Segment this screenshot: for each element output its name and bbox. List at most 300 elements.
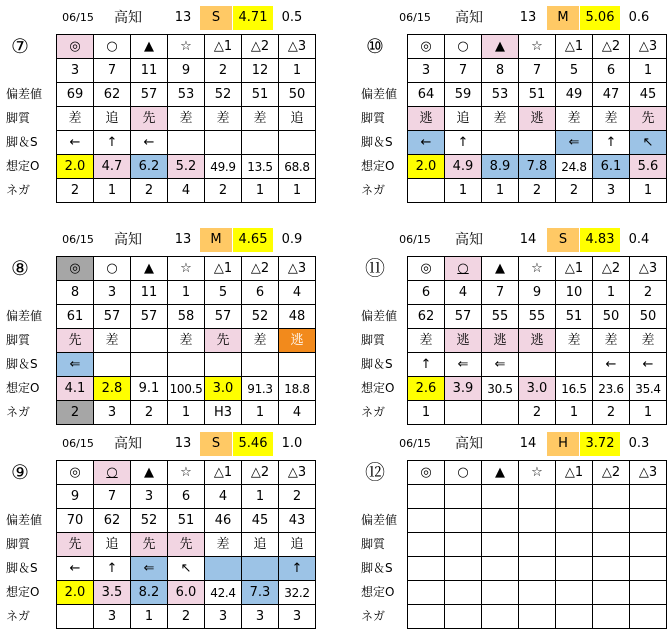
odds-cell: 32.2 — [279, 581, 316, 605]
race-date: 06/15 — [62, 437, 94, 450]
horse-cell: 4 — [445, 281, 482, 305]
race-count: 13 — [174, 232, 192, 247]
mark-cell: ◎ — [408, 257, 445, 281]
race-venue: 高知 — [455, 436, 483, 452]
mark-cell: ○ — [445, 461, 482, 485]
nega-row — [408, 605, 667, 629]
dev-cell: 55 — [482, 305, 519, 329]
nega-cell: 2 — [168, 605, 205, 629]
style-cell: 先 — [131, 533, 168, 557]
dev-cell — [445, 509, 482, 533]
style-cell: 差 — [168, 107, 205, 131]
row-label-style: 脚質 — [6, 111, 31, 125]
row-label-odds: 想定O — [361, 381, 395, 395]
style-cell: 先 — [205, 329, 242, 353]
style-cell: 追 — [94, 533, 131, 557]
ls-cell: ↑ — [279, 557, 316, 581]
dev-cell — [556, 509, 593, 533]
race-odds: 4.71 — [233, 6, 273, 30]
mark-cell: ○ — [445, 35, 482, 59]
race-table — [56, 34, 316, 203]
dev-cell — [519, 509, 556, 533]
race-venue: 高知 — [455, 10, 483, 26]
marks-row — [408, 35, 667, 59]
style-cell: 差 — [593, 107, 630, 131]
nega-cell: 1 — [630, 401, 667, 425]
race-grade: H — [547, 432, 579, 456]
style-cell: 差 — [556, 107, 593, 131]
race-grade: S — [200, 6, 232, 30]
dev-cell: 57 — [94, 305, 131, 329]
nega-cell: 2 — [519, 179, 556, 203]
race-block-7 — [0, 6, 320, 206]
ls-cell: ↑ — [94, 557, 131, 581]
style-cell: 逃 — [519, 107, 556, 131]
race-number: ⑪ — [365, 256, 385, 280]
dev-cell: 69 — [57, 83, 94, 107]
ls-cell: ← — [408, 131, 445, 155]
mark-cell: ○ — [94, 257, 131, 281]
ls-cell: ↑ — [94, 131, 131, 155]
mark-cell: ◎ — [408, 461, 445, 485]
race-table — [56, 256, 316, 425]
ls-cell — [556, 353, 593, 377]
dev-cell: 57 — [131, 83, 168, 107]
race-extra: 0.9 — [281, 232, 303, 247]
ls-cell: ↖ — [168, 557, 205, 581]
dev-cell: 64 — [408, 83, 445, 107]
odds-cell: 3.0 — [205, 377, 242, 401]
style-cell: 差 — [630, 329, 667, 353]
style-cell: 逃 — [279, 329, 316, 353]
odds-row — [408, 155, 667, 179]
mark-cell: △1 — [556, 257, 593, 281]
dev-cell: 52 — [131, 509, 168, 533]
row-label-odds: 想定O — [361, 585, 395, 599]
nega-row — [57, 401, 316, 425]
horse-cell: 9 — [168, 59, 205, 83]
dev-cell: 61 — [57, 305, 94, 329]
race-number: ⑨ — [11, 460, 29, 484]
odds-cell: 3.0 — [519, 377, 556, 401]
race-block-9 — [0, 432, 320, 632]
nega-cell: 2 — [205, 179, 242, 203]
style-cell — [482, 533, 519, 557]
row-labels — [6, 82, 62, 202]
race-extra: 0.3 — [628, 436, 650, 451]
odds-cell: 5.2 — [168, 155, 205, 179]
row-label-nega: ネガ — [6, 405, 31, 419]
dev-cell: 58 — [168, 305, 205, 329]
horse-cell: 7 — [94, 485, 131, 509]
race-grade: M — [200, 228, 232, 252]
style-cell: 逃 — [445, 329, 482, 353]
dev-cell: 50 — [630, 305, 667, 329]
odds-row — [408, 377, 667, 401]
row-label-dev: 偏差値 — [361, 513, 398, 527]
row-label-odds: 想定O — [6, 381, 40, 395]
dev-cell: 57 — [205, 305, 242, 329]
horse-cell: 8 — [482, 59, 519, 83]
nega-cell: 2 — [519, 401, 556, 425]
dev-cell: 47 — [593, 83, 630, 107]
race-extra: 1.0 — [281, 436, 303, 451]
row-label-ls: 脚＆S — [6, 135, 38, 149]
ls-cell — [205, 557, 242, 581]
ls-cell: ⇐ — [131, 557, 168, 581]
race-count: 14 — [519, 436, 537, 451]
ls-cell: ← — [630, 353, 667, 377]
horses-row — [408, 281, 667, 305]
horse-cell: 11 — [131, 59, 168, 83]
odds-cell: 30.5 — [482, 377, 519, 401]
row-label-dev: 偏差値 — [6, 309, 43, 323]
style-cell: 差 — [242, 107, 279, 131]
ls-cell: ⇐ — [482, 353, 519, 377]
mark-cell: ▲ — [482, 257, 519, 281]
nega-cell — [408, 179, 445, 203]
horse-cell: 1 — [593, 281, 630, 305]
mark-cell: ☆ — [168, 35, 205, 59]
dev-row — [408, 83, 667, 107]
nega-cell: 3 — [94, 605, 131, 629]
race-odds: 4.83 — [580, 228, 620, 252]
ls-cell — [168, 353, 205, 377]
dev-cell: 70 — [57, 509, 94, 533]
horse-cell: 3 — [57, 59, 94, 83]
row-label-nega: ネガ — [361, 609, 386, 623]
race-count: 13 — [519, 10, 537, 25]
row-label-ls: 脚＆S — [361, 561, 393, 575]
race-date: 06/15 — [62, 11, 94, 24]
mark-cell: △2 — [242, 35, 279, 59]
odds-cell: 7.3 — [242, 581, 279, 605]
odds-cell: 35.4 — [630, 377, 667, 401]
dev-cell: 62 — [94, 509, 131, 533]
race-table — [407, 460, 667, 629]
ls-cell: ↖ — [630, 131, 667, 155]
odds-cell: 4.7 — [94, 155, 131, 179]
style-cell: 追 — [279, 107, 316, 131]
style-row — [57, 107, 316, 131]
horse-cell: 6 — [408, 281, 445, 305]
race-odds: 5.06 — [580, 6, 620, 30]
odds-cell: 23.6 — [593, 377, 630, 401]
nega-cell: 2 — [593, 401, 630, 425]
style-row — [408, 329, 667, 353]
ls-cell — [408, 557, 445, 581]
ls-cell — [242, 557, 279, 581]
mark-cell: △1 — [556, 35, 593, 59]
style-cell: 追 — [445, 107, 482, 131]
odds-cell: 4.9 — [445, 155, 482, 179]
odds-row — [408, 581, 667, 605]
nega-cell: 2 — [57, 179, 94, 203]
ls-cell: ↑ — [593, 131, 630, 155]
nega-cell — [482, 605, 519, 629]
odds-cell: 100.5 — [168, 377, 205, 401]
style-cell — [519, 533, 556, 557]
nega-cell — [482, 401, 519, 425]
nega-cell — [556, 605, 593, 629]
odds-cell: 3.5 — [94, 581, 131, 605]
horse-cell — [519, 485, 556, 509]
race-number: ⑧ — [11, 256, 29, 280]
dev-cell: 53 — [168, 83, 205, 107]
dev-cell: 49 — [556, 83, 593, 107]
nega-cell — [57, 605, 94, 629]
horse-cell: 7 — [445, 59, 482, 83]
odds-cell: 18.8 — [279, 377, 316, 401]
nega-cell: 3 — [205, 605, 242, 629]
marks-row — [57, 257, 316, 281]
nega-cell — [445, 401, 482, 425]
ls-cell — [205, 353, 242, 377]
odds-cell — [630, 581, 667, 605]
row-label-style: 脚質 — [6, 537, 31, 551]
race-count: 14 — [519, 232, 537, 247]
row-label-nega: ネガ — [361, 183, 386, 197]
style-cell: 追 — [242, 533, 279, 557]
dev-cell: 53 — [482, 83, 519, 107]
horse-cell: 7 — [482, 281, 519, 305]
row-label-nega: ネガ — [6, 609, 31, 623]
race-extra: 0.4 — [628, 232, 650, 247]
ls-cell — [519, 557, 556, 581]
ls-cell — [279, 131, 316, 155]
mark-cell: △3 — [279, 461, 316, 485]
mark-cell: ▲ — [482, 461, 519, 485]
horse-cell: 4 — [279, 281, 316, 305]
dev-cell: 52 — [205, 83, 242, 107]
odds-cell: 68.8 — [279, 155, 316, 179]
odds-row — [57, 581, 316, 605]
dev-row — [57, 83, 316, 107]
horse-cell — [593, 485, 630, 509]
style-cell: 追 — [94, 107, 131, 131]
style-cell: 差 — [408, 329, 445, 353]
dev-cell: 62 — [408, 305, 445, 329]
odds-cell: 42.4 — [205, 581, 242, 605]
style-cell: 逃 — [482, 329, 519, 353]
ls-row — [408, 353, 667, 377]
ls-cell — [519, 131, 556, 155]
odds-cell: 7.8 — [519, 155, 556, 179]
odds-cell: 8.2 — [131, 581, 168, 605]
odds-cell: 16.5 — [556, 377, 593, 401]
style-cell: 差 — [556, 329, 593, 353]
horses-row — [57, 59, 316, 83]
dev-cell: 45 — [630, 83, 667, 107]
odds-cell: 91.3 — [242, 377, 279, 401]
row-label-dev: 偏差値 — [361, 309, 398, 323]
race-venue: 高知 — [114, 232, 142, 248]
dev-cell: 51 — [519, 83, 556, 107]
odds-cell: 2.8 — [94, 377, 131, 401]
marks-row — [57, 35, 316, 59]
nega-cell: 1 — [168, 401, 205, 425]
race-grade: M — [547, 6, 579, 30]
horses-row — [57, 485, 316, 509]
style-cell — [630, 533, 667, 557]
style-cell: 差 — [593, 329, 630, 353]
mark-cell: △1 — [556, 461, 593, 485]
mark-cell: △1 — [205, 257, 242, 281]
horse-cell: 11 — [131, 281, 168, 305]
odds-cell — [519, 581, 556, 605]
marks-row — [408, 461, 667, 485]
style-cell: 差 — [168, 329, 205, 353]
odds-cell: 4.1 — [57, 377, 94, 401]
style-cell — [408, 533, 445, 557]
mark-cell: △1 — [205, 35, 242, 59]
nega-cell: 2 — [556, 179, 593, 203]
mark-cell: △3 — [630, 257, 667, 281]
row-label-ls: 脚＆S — [361, 135, 393, 149]
row-label-nega: ネガ — [361, 405, 386, 419]
nega-cell — [630, 605, 667, 629]
mark-cell: △2 — [593, 461, 630, 485]
ls-cell — [482, 557, 519, 581]
row-label-nega: ネガ — [6, 183, 31, 197]
ls-cell: ← — [57, 557, 94, 581]
dev-row — [57, 305, 316, 329]
race-count: 13 — [174, 436, 192, 451]
horse-cell: 3 — [94, 281, 131, 305]
nega-cell: 1 — [279, 179, 316, 203]
style-row — [408, 107, 667, 131]
nega-cell — [519, 605, 556, 629]
horse-cell: 6 — [242, 281, 279, 305]
horse-cell: 1 — [242, 485, 279, 509]
row-label-odds: 想定O — [6, 159, 40, 173]
style-cell: 差 — [205, 107, 242, 131]
dev-cell — [482, 509, 519, 533]
race-date: 06/15 — [62, 233, 94, 246]
row-label-dev: 偏差値 — [6, 513, 43, 527]
mark-cell: ◎ — [408, 35, 445, 59]
odds-cell — [593, 581, 630, 605]
odds-cell: 24.8 — [556, 155, 593, 179]
ls-cell — [482, 131, 519, 155]
odds-cell: 2.0 — [57, 155, 94, 179]
race-date: 06/15 — [399, 11, 431, 24]
style-cell — [445, 533, 482, 557]
style-cell: 先 — [131, 107, 168, 131]
style-cell: 先 — [57, 329, 94, 353]
nega-cell: 4 — [168, 179, 205, 203]
row-label-ls: 脚＆S — [361, 357, 393, 371]
horse-cell: 8 — [57, 281, 94, 305]
odds-row — [57, 155, 316, 179]
nega-cell: 1 — [482, 179, 519, 203]
ls-cell: ↑ — [408, 353, 445, 377]
race-block-10 — [355, 6, 667, 206]
style-cell: 先 — [630, 107, 667, 131]
nega-cell: 1 — [445, 179, 482, 203]
style-cell: 差 — [482, 107, 519, 131]
nega-cell: 1 — [242, 401, 279, 425]
dev-cell: 51 — [556, 305, 593, 329]
dev-cell: 62 — [94, 83, 131, 107]
style-cell — [556, 533, 593, 557]
mark-cell: △2 — [242, 257, 279, 281]
race-table — [407, 34, 667, 203]
nega-cell: 2 — [131, 401, 168, 425]
ls-cell — [94, 353, 131, 377]
mark-cell: ▲ — [131, 35, 168, 59]
style-cell: 差 — [205, 533, 242, 557]
horse-cell: 6 — [593, 59, 630, 83]
dev-cell: 55 — [519, 305, 556, 329]
ls-row — [57, 353, 316, 377]
race-block-12 — [355, 432, 667, 632]
mark-cell: ▲ — [482, 35, 519, 59]
horse-cell: 5 — [556, 59, 593, 83]
horse-cell: 2 — [279, 485, 316, 509]
horse-cell — [482, 485, 519, 509]
nega-cell: 1 — [408, 401, 445, 425]
ls-cell — [168, 131, 205, 155]
odds-cell: 6.1 — [593, 155, 630, 179]
mark-cell: △2 — [242, 461, 279, 485]
dev-cell: 50 — [593, 305, 630, 329]
ls-cell — [242, 353, 279, 377]
odds-cell — [482, 581, 519, 605]
nega-cell — [408, 605, 445, 629]
mark-cell: △3 — [279, 257, 316, 281]
dev-cell: 46 — [205, 509, 242, 533]
mark-cell: △2 — [593, 35, 630, 59]
style-row — [408, 533, 667, 557]
ls-cell — [630, 557, 667, 581]
ls-cell — [445, 557, 482, 581]
horse-cell: 3 — [131, 485, 168, 509]
nega-cell: 2 — [57, 401, 94, 425]
nega-row — [408, 401, 667, 425]
race-odds: 5.46 — [233, 432, 273, 456]
row-label-ls: 脚＆S — [6, 561, 38, 575]
dev-cell: 51 — [242, 83, 279, 107]
mark-cell: ▲ — [131, 461, 168, 485]
odds-cell: 6.2 — [131, 155, 168, 179]
mark-cell: △3 — [630, 35, 667, 59]
style-cell — [593, 533, 630, 557]
style-cell: 先 — [168, 533, 205, 557]
row-label-style: 脚質 — [361, 111, 386, 125]
row-label-odds: 想定O — [361, 159, 395, 173]
nega-cell: 1 — [131, 605, 168, 629]
style-cell: 差 — [57, 107, 94, 131]
ls-cell — [556, 557, 593, 581]
race-grade: S — [547, 228, 579, 252]
horse-cell: 12 — [242, 59, 279, 83]
dev-row — [57, 509, 316, 533]
ls-cell: ↑ — [445, 131, 482, 155]
style-cell: 追 — [279, 533, 316, 557]
odds-cell — [445, 581, 482, 605]
dev-cell: 50 — [279, 83, 316, 107]
nega-cell: H3 — [205, 401, 242, 425]
horse-cell — [408, 485, 445, 509]
ls-row — [408, 131, 667, 155]
odds-cell — [408, 581, 445, 605]
nega-cell: 2 — [131, 179, 168, 203]
mark-cell: ☆ — [519, 35, 556, 59]
race-venue: 高知 — [114, 436, 142, 452]
horse-cell — [556, 485, 593, 509]
race-number: ⑦ — [11, 34, 29, 58]
